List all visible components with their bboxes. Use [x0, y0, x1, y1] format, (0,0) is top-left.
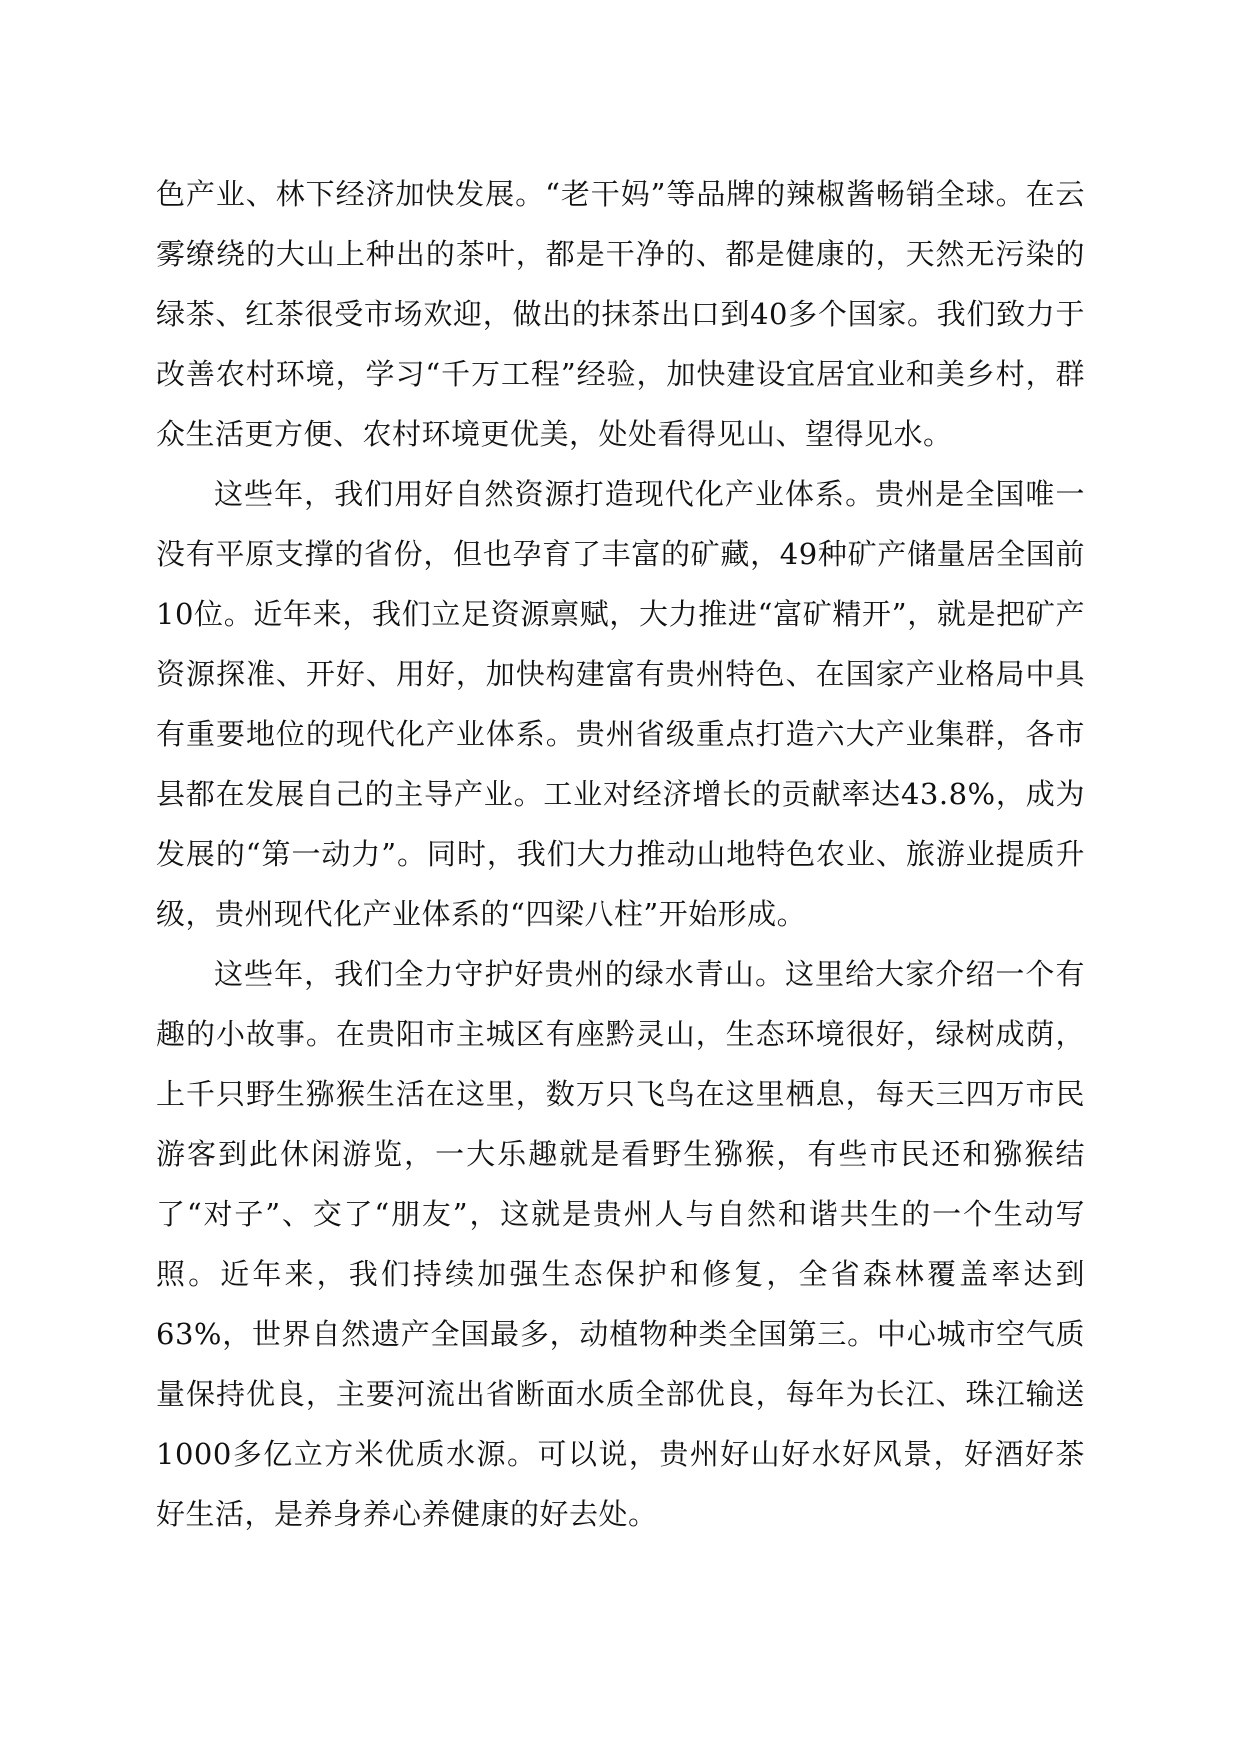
paragraph-3: 这些年，我们全力守护好贵州的绿水青山。这里给大家介绍一个有趣的小故事。在贵阳市主城区有座黔灵山，生态环境很好，绿树成荫，上千只野生猕猴生活在这里，数万只飞鸟在这里栖息，每天三四万市民游客到此休闲游览，一大乐趣就是看野生猕猴，有些市民还和猕猴结了“对子”、交了“朋友”，这就是贵州人与自然和谐共生的一个生动写照。近年来，我们持续加强生态保护和修复，全省森林覆盖率达到63%，世界自然遗产全国最多，动植物种类全国第三。中心城市空气质量保持优良，主要河流出省断面水质全部优良，每年为长江、珠江输送1000多亿立方米优质水源。可以说，贵州好山好水好风景，好酒好茶好生活，是养身养心养健康的好去处。 — [156, 957, 1085, 1531]
document-body — [156, 164, 1085, 1544]
paragraph-1: 色产业、林下经济加快发展。“老干妈”等品牌的辣椒酱畅销全球。在云雾缭绕的大山上种出的茶叶，都是干净的、都是健康的，天然无污染的绿茶、红茶很受市场欢迎，做出的抹茶出口到40多个国家。我们致力于改善农村环境，学习“千万工程”经验，加快建设宜居宜业和美乡村，群众生活更方便、农村环境更优美，处处看得见山、望得见水。 — [156, 177, 1085, 451]
paragraph-2: 这些年，我们用好自然资源打造现代化产业体系。贵州是全国唯一没有平原支撑的省份，但也孕育了丰富的矿藏，49种矿产储量居全国前10位。近年来，我们立足资源禀赋，大力推进“富矿精开”，就是把矿产资源探准、开好、用好，加快构建富有贵州特色、在国家产业格局中具有重要地位的现代化产业体系。贵州省级重点打造六大产业集群，各市县都在发展自己的主导产业。工业对经济增长的贡献率达43.8%，成为发展的“第一动力”。同时，我们大力推动山地特色农业、旅游业提质升级，贵州现代化产业体系的“四梁八柱”开始形成。 — [156, 477, 1085, 931]
